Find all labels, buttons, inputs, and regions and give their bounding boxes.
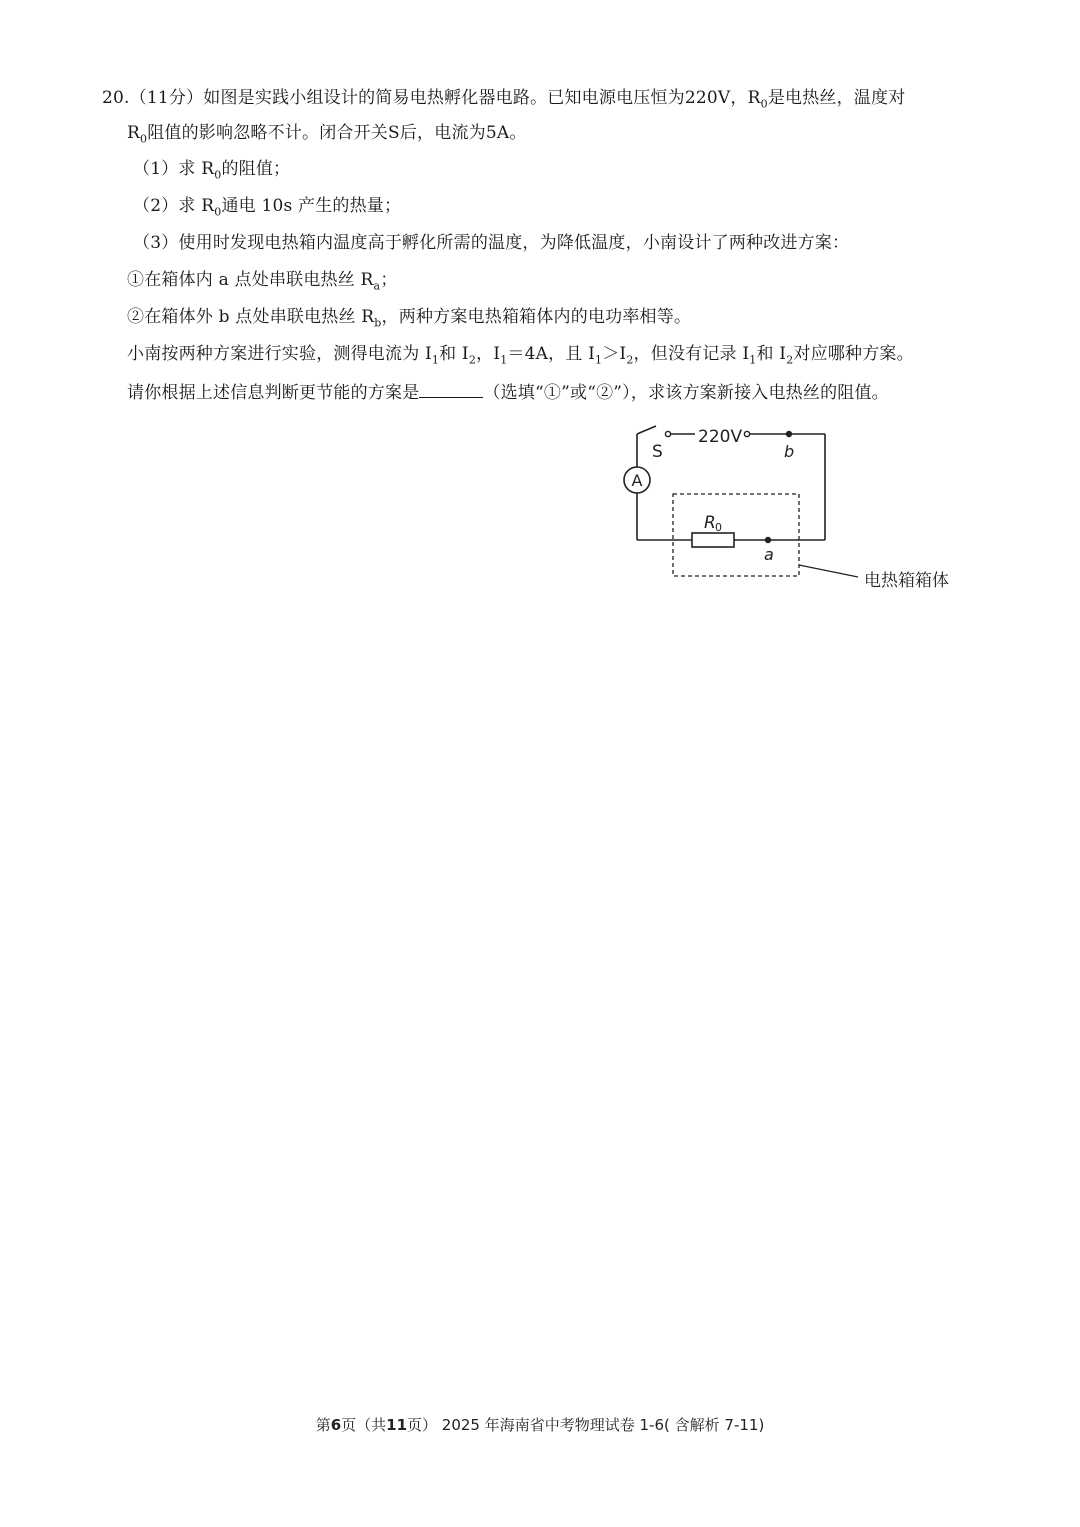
stem-text: 是电热丝，温度对 — [767, 88, 906, 108]
footer-text: 页（共 — [341, 1416, 387, 1434]
exp-text: 小南按两种方案进行实验，测得电流为 I — [127, 344, 432, 364]
box-leader-line — [799, 565, 858, 577]
question-points: （11分） — [129, 88, 204, 108]
sub-question-text: （2）求 R — [133, 196, 215, 216]
stem-text: 如图是实践小组设计的简易电热孵化器电路。已知电源电压恒为220V，R — [203, 88, 761, 108]
option-text: ②在箱体外 b 点处串联电热丝 R — [127, 307, 375, 327]
exp-text: ，I — [476, 344, 501, 364]
subscript: 0 — [140, 132, 148, 146]
question-stem-line-1 — [102, 86, 905, 116]
sub-question-text: （1）求 R — [133, 159, 215, 179]
sub-question-1 — [133, 157, 290, 187]
stem-text: 阻值的影响忽略不计。闭合开关S后，电流为5A。 — [147, 123, 527, 143]
resistor-sub: 0 — [715, 521, 722, 534]
switch-blade — [637, 426, 656, 434]
option-1 — [127, 268, 398, 298]
sub-question-3: （3）使用时发现电热箱内温度高于孵化所需的温度，为降低温度，小南设计了两种改进方案： — [133, 233, 850, 253]
sub-question-text: 通电 10s 产生的热量； — [221, 196, 402, 216]
answer-prompt — [127, 379, 889, 405]
experiment-text — [127, 342, 914, 372]
source-terminal — [744, 431, 749, 436]
exp-text: 和 I — [439, 344, 469, 364]
point-b-label: b — [784, 442, 795, 461]
point-a-label: a — [764, 545, 774, 564]
subscript: 2 — [626, 353, 634, 367]
subscript: 0 — [214, 168, 222, 182]
ask-text: （选填“①”或“②”），求该方案新接入电热丝的阻值。 — [483, 383, 889, 403]
exp-text: ，但没有记录 I — [633, 344, 750, 364]
subscript: 1 — [595, 353, 603, 367]
exp-text: ＞I — [602, 344, 627, 364]
ammeter-label: A — [631, 471, 643, 490]
subscript: 2 — [786, 353, 794, 367]
option-text: ； — [380, 270, 398, 290]
box-label: 电热箱箱体 — [864, 571, 949, 591]
footer-text: 第 — [315, 1416, 331, 1434]
option-text: ，两种方案电热箱箱体内的电功率相等。 — [381, 307, 692, 327]
resistor-label: R — [704, 513, 716, 533]
subscript: 1 — [431, 353, 440, 367]
point-b-dot — [786, 431, 792, 437]
source-label: 220V — [698, 427, 743, 447]
page-footer — [0, 1414, 1080, 1435]
footer-text: 页） 2025 年海南省中考物理试卷 1-6( 含解析 7-11) — [407, 1416, 765, 1434]
switch-label: S — [652, 442, 663, 462]
footer-total-pages: 11 — [386, 1416, 408, 1434]
switch-terminal — [665, 431, 670, 436]
sub-question-2 — [133, 194, 401, 224]
subscript: a — [373, 279, 381, 293]
subscript: 1 — [749, 353, 757, 367]
question-number: 20. — [102, 88, 130, 108]
exp-text: 对应哪种方案。 — [793, 344, 914, 364]
exp-text: ＝4A，且 I — [507, 344, 596, 364]
subscript: 0 — [214, 205, 222, 219]
resistor-r0 — [692, 533, 734, 547]
sub-question-text: 的阻值； — [221, 159, 291, 179]
subscript: 0 — [760, 97, 768, 111]
question-stem-line-2 — [127, 121, 527, 151]
footer-page-number: 6 — [330, 1416, 342, 1434]
circuit-diagram — [612, 414, 972, 594]
answer-blank[interactable] — [419, 379, 483, 398]
subscript: b — [374, 316, 382, 330]
point-a-dot — [765, 537, 771, 543]
option-2 — [127, 305, 691, 335]
subscript: 2 — [468, 353, 477, 367]
option-text: ①在箱体内 a 点处串联电热丝 R — [127, 270, 374, 290]
ask-text: 请你根据上述信息判断更节能的方案是 — [127, 383, 420, 403]
stem-text: R — [127, 123, 140, 143]
subscript: 1 — [500, 353, 508, 367]
exp-text: 和 I — [756, 344, 787, 364]
